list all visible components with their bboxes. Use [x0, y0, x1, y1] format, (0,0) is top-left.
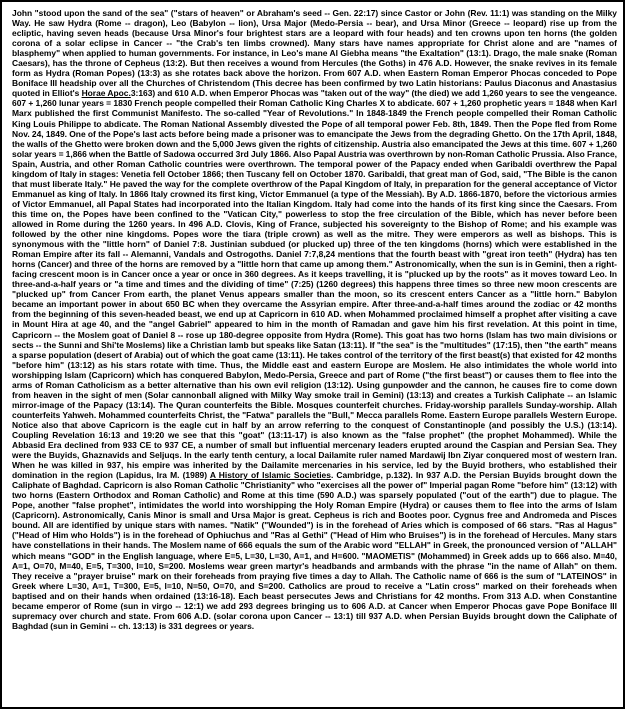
citation-horae-apoc: Horae Apoc. — [81, 88, 131, 99]
text-segment-3: . Cambridge, p.132). In 937 A.D. the Persian Buyids brought down the Caliphate of Baghdad. Capricorn is also Roman Catholic "Christianity" who "exercises all the power of" Imperial pagan Rome "before him" (13:12) with two horns (Eastern Orthodox and Roman Catholic) and Rome at this time (590 A.D.) was sparsely populated ("out of the earth") due to plague. The Pope, another "false prophet", intimidates the world into worshipping the Holy Roman Empire (Hydra) or causes them to flee into the arms of Islam (Capricorn). Astronomically, Canis Minor is small and Ursa Major is great. Cepheus is rich and Bootes poor. Cygnus free and Andromeda and Pisces bound. All are identified by unique stars with names. "Natik" ("Wounded") is in the forehead of Aries which is composed of 66 stars. "Ras al Hagus" ("Head of Him who Holds") is in the forehead of Ophiuchus and "Ras al Gethi" ("Head of Him who Bruises") is in the forehead of Hercules. Many stars have constellations in their hands. The Moslem name of 666 equals the sum of the Arabic word "ELLAH" in Greek, the pronounced version of "ALLAH" which means "GOD" in the English language, where E=5, L=30, L=30, A=1, and H=600. "MAOMETIS" (Mohammed) in Greek adds up to 666 also. M=40, A=1, O=70, M=40, E=5, T=300, I=10, S=200. Moslems wear green martyr's headbands and armbands with the phrase "in the name of Allah" on them. They receive a "prayer bruise" mark on their foreheads from praying five times a day to Allah. The Catholic name of 666 is the sum of "LATEINOS" in Greek where L=30, A=1, T=300, E=5, I=10, N=50, O=70, and S=200. Catholics are proud to receive a "Latin cross" marked on their foreheads when baptised and on their hands when ordained (13:16-18). Each beast persecutes Jews and Christians for 42 months. From 313 A.D. when Constantine became emperor of Rome (sun in virgo -- 12:1) we add 293 degrees bringing us to 606 A.D. at Cancer when Emperor Phocas gave Pope Boniface III supremacy over church and state. From 606 A.D. (solar corona upon Cancer -- 13:1) till 937 A.D. when Persian Buyids brought down the Caliphate of Baghdad (sun in Gemini -- ch. 13:13) is 331 degrees or years. — [12, 470, 618, 631]
document-body-text — [12, 8, 617, 631]
citation-history-islamic-societies: A History of Islamic Societies — [209, 470, 331, 481]
text-segment-2: 3:163) and 610 A.D. when Emperor Phocas was "taken out of the way" (the died) we add 1,260 years to see the vengeance. 607 + 1,260 lunar years = 1830 French people compelled their Roman Catholic King Charles X to abdicate. 607 + 1,260 prophetic years = 1848 when Karl Marx published the first Communist Manifesto. The so-called "Year of Revolutions." In 1848-1849 the French people compelled their Roman Catholic King Louis Philippe to abdicate. The Roman National Assembly divested the Pope of all temporal power Feb. 8th, 1849. Then the Pope fled from Rome Nov. 24, 1849. One of the Pope's last acts before being made a prisoner was to emancipate the Jews from the degrading Ghetto. On the 17th April, 1848, the walls of the Ghetto were broken down and the 5,000 Jews given the rights of citizenship. Austria also emancipated the Jews at this time. 607 + 1,260 solar years = 1,866 when the Battle of Sadowa occurred 3rd July 1866. Also Papal Austria was overthrown by non-Roman Catholic Prussia. Also France, Spain, Austria, and other Roman Catholic countries were overthrown. The temporal power of the Papacy ended when Garibaldi overthrew the Papal kingdom of Italy in stages: Venetia fell October 1866; then Tuscany fell on October 1870. Garibaldi, that great man of God, said, "The Bible is the canon that must liberate Italy." He paved the way for the complete overthrow of the Papal Kingdom of Italy, in preparation for the general acceptance of Victor Emmanuel as king of Italy. In 1866 Italy crowned its first king, Victor Emmanuel (a type of the Messiah). By A.D. 1866-1870, before the victorious armies of Victor Emmanuel, all Papal States had incorporated into the Italian Kingdom. Italy had come into the hands of its first king since the Caesars. From this time on, the Popes have been confined to the "Vatican City," powerless to stop the free circulation of the Bible, which has never before been allowed in Rome during the 1260 years. In 496 A.D. Clovis, King of France, subjected his sovereignty to the Bishop of Rome; and his example was followed by the other nine kingdoms. Popes wore the tiara (triple crown) as well as the mitre. They were emperors as well as bishops. This is synonymous with the "little horn" of Daniel 7:8. Justinian subdued (or plucked up) three of the ten kingdoms (horns) which were established in the Roman Empire after its fall -- Alemanni, Vandals and Ostrogoths. Daniel 7:7,8,24 mentions that the fourth beast with "great iron teeth" (Hydra) has ten horns (Cancer) and three of the horns are removed by a "little horn that came up among them." Astronomically, when the sun is in Gemini, then a right-facing crescent moon is in Cancer once a year or once in 360 degrees. As it keeps travelling, it is "plucked up by the roots" as it moves toward Leo. In three-and-a-half years or "a time and times and the dividing of time" (7:25) (1260 degrees) this happens three times so three new moon crescents are "plucked up" from Cancer From earth, the planet Venus appears smaller than the moon, so its crescent enters Cancer as a "little horn." Babylon became an important power in about 650 BC when they overcame the Assyrian empire. After three-and-a-half times around the zodiac or 42 months from the beginning of this seven-headed beast, we end up at Capricorn in 610 AD. when Mohammed proclaimed himself a prophet after visiting a cave in Mount Hira at age 40, and the "angel Gabriel" appeared to him in the month of Ramadan and gave him his first revelation. At this point in time, Capricorn -- the Moslem goat of Daniel 8 -- rose up 180-degree opposite from Hydra (Rome). This goat has two horns (Islam has two main divisions or sects -- the Sunni and Shi'te Moslems) like a Christian lamb but speaks like Satan (13:11). If "the sea" is the "multitudes" (17:15), then "the earth" means a sparse population (desert of Arabia) out of which the goat came (13:11). He takes control of the territory of the first beast(s) that existed for 42 months "before him" (13:12) as his stars rotate with time. Thus, the Middle east and eastern Europe are Moslem. He also intimidates the whole world into worshipping Islam (Capricorn) which has conquered Babylon, Medo-Persia, Greece and part of Rome ("the first beast") or causes them to flee into the arms of Roman Catholicism as a better alternative than his own evil religion (13:12). Using gunpowder and the cannon, he causes fire to come down from heaven in the sight of men (Solar cannonball aligned with Milky Way smoke trail in Gemini) (13:13) and creates a Turkish Caliphate -- an Islamic mirror-image of the Papacy (13:14). The Quran counterfeits the Bible. Mosques counterfeit churches. Friday-worship parallels Sunday-worship. Allah counterfeits Yahweh. Mohammed counterfeits Christ, the "Fatwa" parallels the "Bull," Mecca parallels Rome. Eastern Europe parallels Western Europe. Notice also that above Capricorn is the eagle cut in half by an arrow referring to the conquest of Constantinople (and possibly the U.S.) (13:14). Coupling Revelation 16:13 and 19:20 we see that this "goat" (13:11-17) is also known as the "false prophet" (the prophet Mohammed). While the Abbasid Era declined from 933 CE to 937 CE, a number of small but influential mercenary leaders erupted around the Caspian and Persian Sea. They were the Buyids, Ghaznavids and Seljuqs. In the early tenth century, a local Dailamite ruler named Mardawij Ibn Ziyar conquered most of western Iran. When he was killed in 937, his empire was inherited by the Dailamite mercenaries in his service, led by the Buyid brothers, who established their domination in the region (Lapidus, Ira M. (1989) — [12, 88, 618, 481]
text-segment-1: John "stood upon the sand of the sea" ("stars of heaven" or Abraham's seed -- Gen. 22:17) since Castor or John (Rev. 11:1) was standing on the Milky Way. He saw Hydra (Rome -- dragon), Leo (Babylon -- lion), Ursa Major (Medo-Persia -- bear), and Ursa Minor (Greece -- leopard) rise up from the ecliptic, having seven heads (because Ursa Minor's four brightest stars are a leopard with four heads) and ten crowns upon ten horns (the golden corona of a solar eclipse in Cancer -- "the Crab's ten limbs crowned). Many stars have names appropriate for Christ alone and are "names of blasphemy" when applied to human governments. For instance, in Leo's mane Al Giebha means "the Exaltation" (13:1). Drago, the male snake (Roman Caesars), has the throne of Cepheus (13:2). But then receives a wound from Hercules (the Goths) in 476 A.D. However, the snake revives in its female form as Hydra (Roman Popes) (13:3) as she rotates back above the horizon. From 607 A.D. when Eastern Roman Emperor Phocas conceded to Pope Boniface III headship over all the Churches of Christendom (This decree has been confirmed by two Latin historians: Paulus Diaconus and Anastasius quoted in Elliot's — [12, 8, 617, 99]
